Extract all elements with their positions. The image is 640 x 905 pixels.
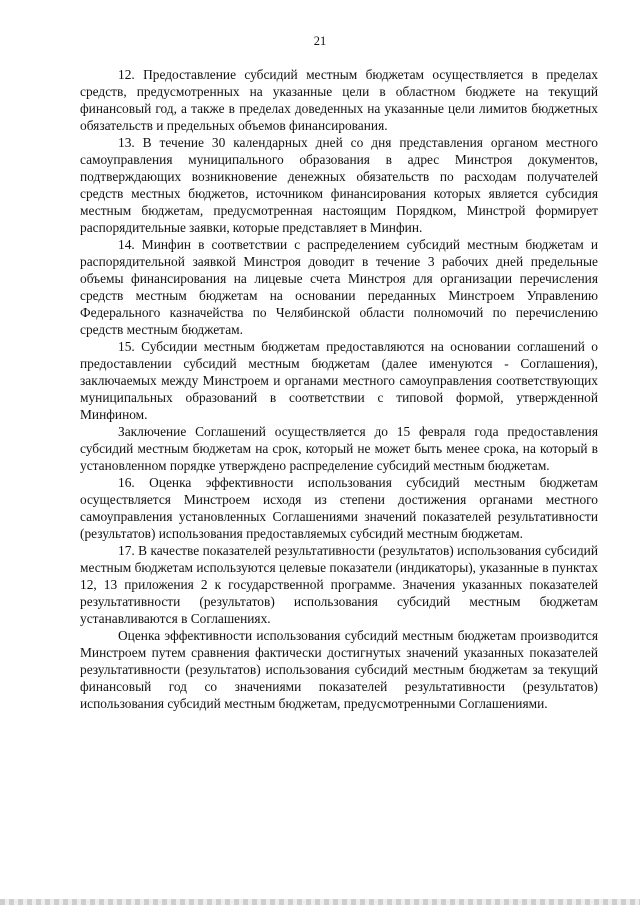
paragraph-17-efficiency-assessment: Оценка эффективности использования субсидий местным бюджетам производится Минстроем путем сравнения фактически достигнутых значений указанных показателей результативности (результатов) использования субсидий местным бюджетам за текущий финансовый год со значениями показателей результативности (результатов) использования субсидий местным бюджетам, предусмотренными Соглашениями.: [80, 628, 598, 711]
paragraph-16: 16. Оценка эффективности использования субсидий местным бюджетам осуществляется Минстроем исходя из степени достижения органами местного самоуправления установленных Соглашениями значений показателей результативности (результатов) использования предоставляемых субсидий местным бюджетам.: [80, 475, 598, 541]
paragraph-15: 15. Субсидии местным бюджетам предоставляются на основании соглашений о предоставлении субсидий местным бюджетам (далее именуются - Соглашения), заключаемых между Минстроем и органами местного самоуправления соответствующих муниципальных образований в соответствии с типовой формой, утвержденной Минфином.: [80, 339, 598, 422]
scan-bottom-edge: [0, 899, 640, 905]
paragraph-13: 13. В течение 30 календарных дней со дня представления органом местного самоуправления муниципального образования в адрес Минстроя документов, подтверждающих возникновение денежных обязательств по расходам получателей средств местных бюджетов, источником финансирования которых является субсидия местным бюджетам, предусмотренная настоящим Порядком, Минстрой формирует распорядительные заявки, которые представляет в Минфин.: [80, 135, 598, 235]
paragraph-12: 12. Предоставление субсидий местным бюджетам осуществляется в пределах средств, предусмотренных на указанные цели в областном бюджете на текущий финансовый год, а также в пределах доведенных на указанные цели лимитов бюджетных обязательств и предельных объемов финансирования.: [80, 67, 598, 133]
paragraph-17: 17. В качестве показателей результативности (результатов) использования субсидий местным бюджетам используются целевые показатели (индикаторы), указанные в пунктах 12, 13 приложения 2 к государственной программе. Значения указанных показателей результативности (результатов) использования субсидий местным бюджетам устанавливаются в Соглашениях.: [80, 543, 598, 626]
paragraph-14: 14. Минфин в соответствии с распределением субсидий местным бюджетам и распорядительной заявкой Минстроя доводит в течение 3 рабочих дней предельные объемы финансирования на лицевые счета Минстроя для организации перечисления средств местным бюджетам на основании переданных Минстроем Управлению Федерального казначейства по Челябинской области полномочий по перечислению средств местным бюджетам.: [80, 237, 598, 337]
paragraph-15-agreements-deadline: Заключение Соглашений осуществляется до 15 февраля года предоставления субсидий местным бюджетам на срок, который не может быть менее срока, на который в установленном порядке утверждено распределение субсидий местным бюджетам.: [80, 424, 598, 473]
document-body: [80, 66, 598, 712]
page-number: 21: [313, 34, 327, 48]
